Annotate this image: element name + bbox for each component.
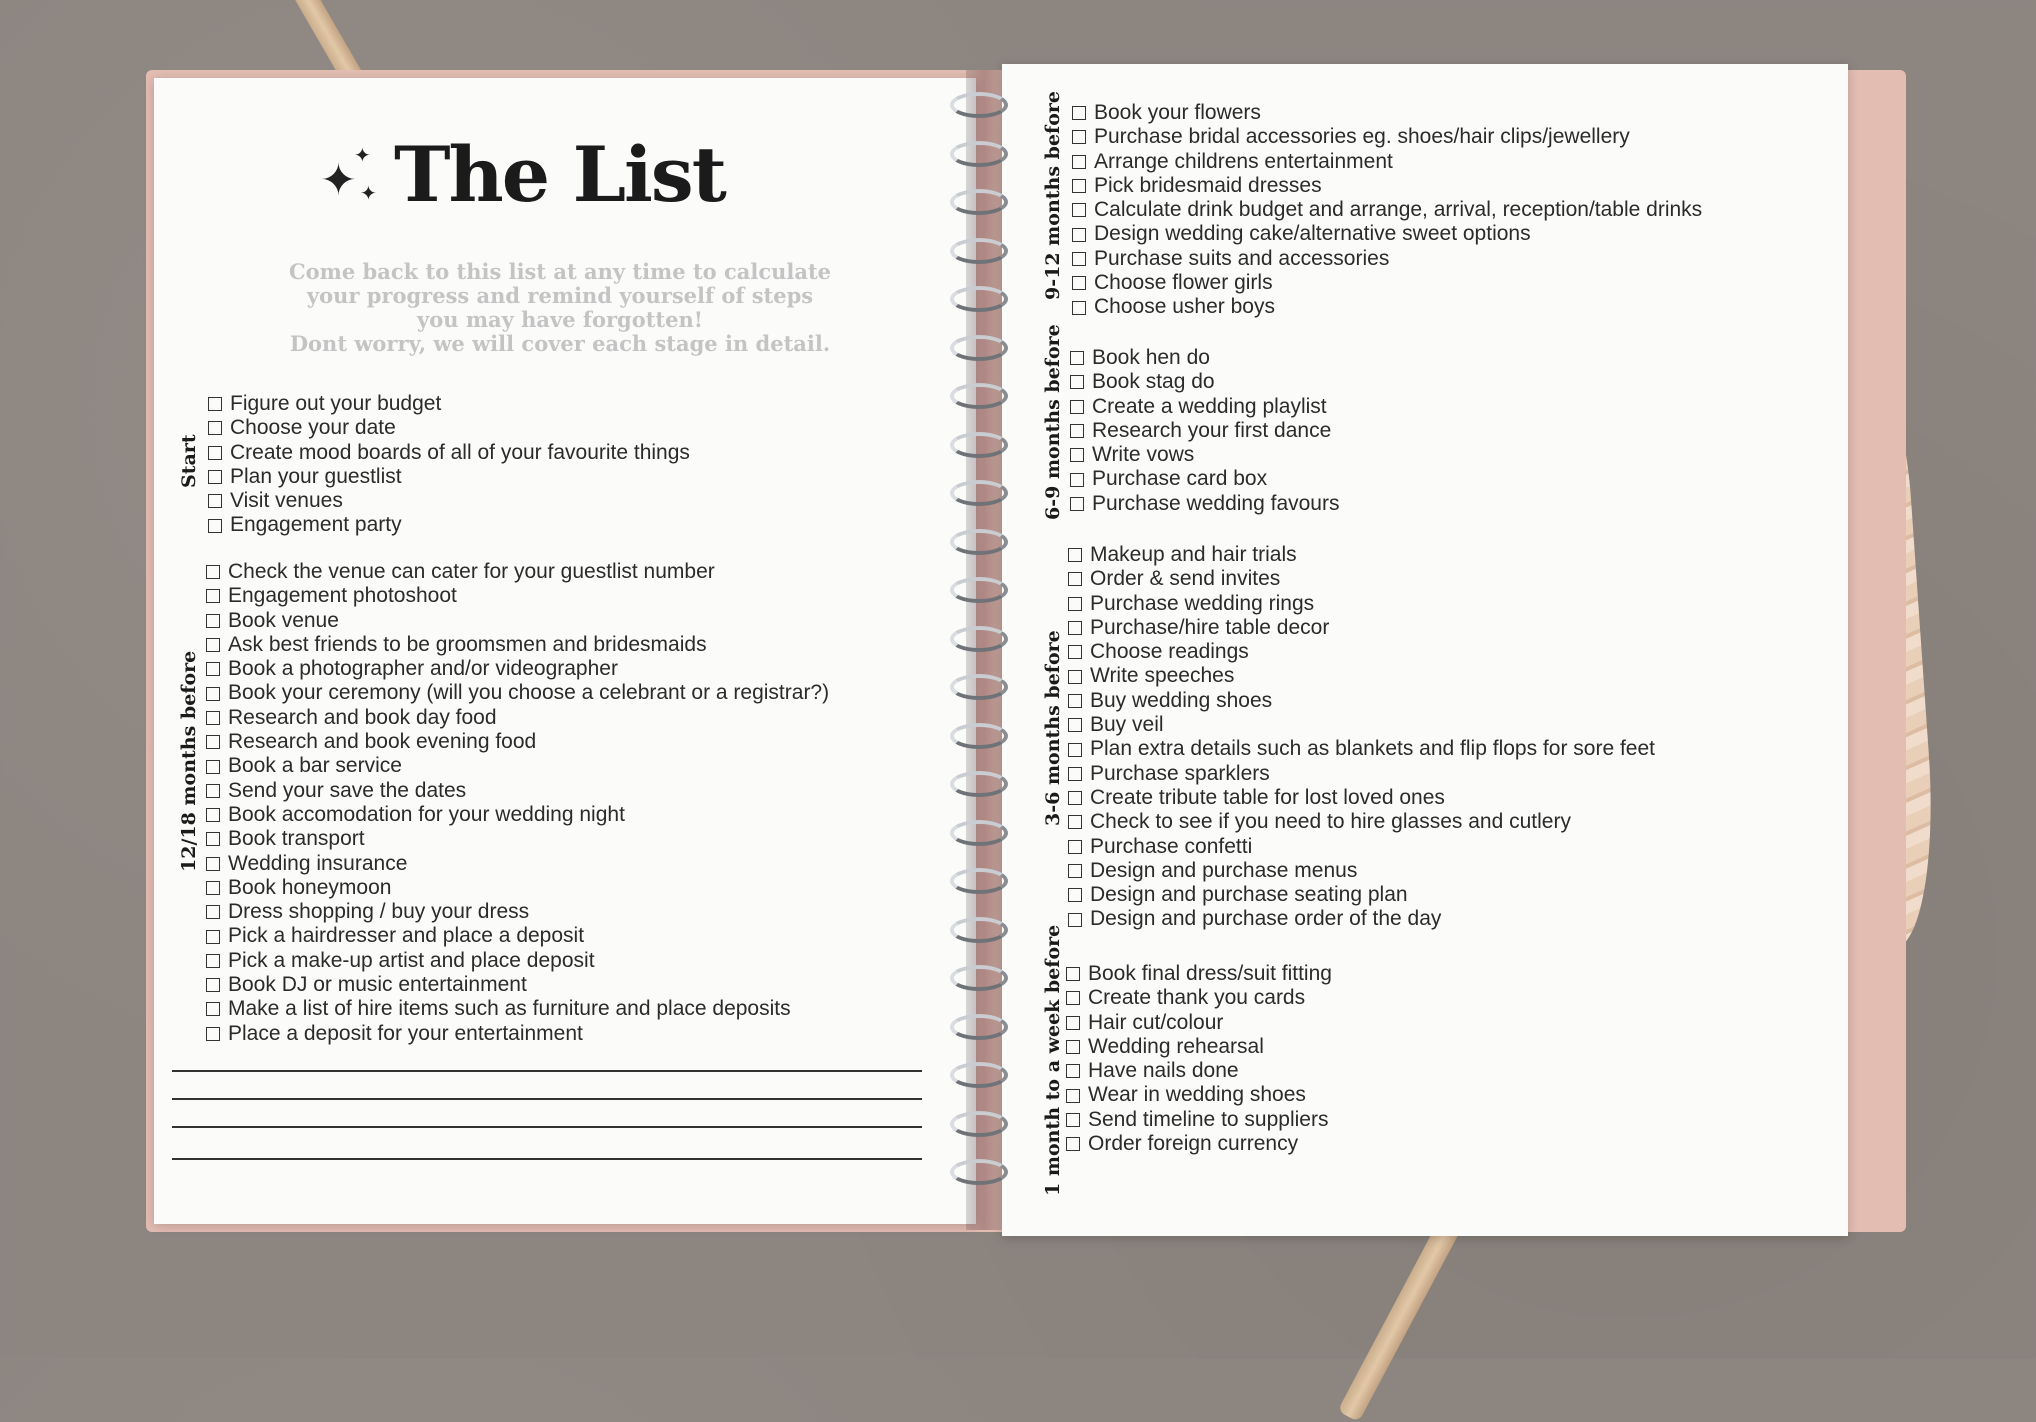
page-title: The List xyxy=(394,130,725,219)
spiral-ring xyxy=(950,335,1008,361)
checklist-item-label: Create a wedding playlist xyxy=(1092,394,1327,418)
checklist-item xyxy=(1068,810,1655,834)
checkbox[interactable] xyxy=(1072,203,1086,217)
checklist-item xyxy=(208,441,690,465)
spiral-ring xyxy=(950,141,1008,167)
checklist-item-label: Purchase wedding rings xyxy=(1090,591,1315,615)
checkbox[interactable] xyxy=(1072,179,1086,193)
spiral-ring xyxy=(950,820,1008,846)
checklist-item xyxy=(1068,567,1655,591)
checklist-item xyxy=(1072,125,1702,149)
checklist-item xyxy=(1068,640,1655,664)
checkbox[interactable] xyxy=(1066,1089,1080,1103)
checkbox[interactable] xyxy=(206,662,220,676)
checkbox[interactable] xyxy=(206,784,220,798)
checklist-item-label: Send your save the dates xyxy=(228,778,467,802)
checkbox[interactable] xyxy=(206,881,220,895)
checkbox[interactable] xyxy=(206,954,220,968)
checkbox[interactable] xyxy=(1072,106,1086,120)
checklist-item xyxy=(1072,198,1702,222)
spiral-ring xyxy=(950,1014,1008,1040)
spiral-ring xyxy=(950,723,1008,749)
checklist-item-label: Wear in wedding shoes xyxy=(1088,1083,1306,1107)
spiral-ring xyxy=(950,917,1008,943)
checklist-item-label: Research and book day food xyxy=(228,705,497,729)
checklist-item-label: Purchase bridal accessories eg. shoes/hair clips/jewellery xyxy=(1094,125,1630,149)
checklist-item-label: Pick a make-up artist and place deposit xyxy=(228,948,595,972)
checklist-item xyxy=(206,657,829,681)
checkbox[interactable] xyxy=(1068,864,1082,878)
checklist-item-label: Research your first dance xyxy=(1092,418,1332,442)
checklist-item xyxy=(1066,1083,1332,1107)
checklist-item-label: Makeup and hair trials xyxy=(1090,543,1297,566)
checkbox[interactable] xyxy=(1068,767,1082,781)
checklist-item xyxy=(1068,835,1655,859)
checklist-item xyxy=(1068,762,1655,786)
spiral-ring xyxy=(950,868,1008,894)
checklist-item-label: Book your flowers xyxy=(1094,101,1261,124)
subtitle-line: your progress and remind yourself of steps xyxy=(306,283,814,308)
checkbox[interactable] xyxy=(1068,572,1082,586)
checklist-item-label: Order & send invites xyxy=(1090,567,1281,591)
checklist-item xyxy=(1072,150,1702,174)
checklist-item-label: Design wedding cake/alternative sweet options xyxy=(1094,222,1531,246)
checkbox[interactable] xyxy=(1072,130,1086,144)
checklist-item-label: Design and purchase menus xyxy=(1090,858,1358,882)
checklist-item-label: Dress shopping / buy your dress xyxy=(228,900,530,924)
checklist-item xyxy=(1072,295,1702,319)
checkbox[interactable] xyxy=(1072,252,1086,266)
checklist-item-label: Book venue xyxy=(228,608,339,632)
checklist-item xyxy=(1066,986,1332,1010)
checklist-item-label: Wedding rehearsal xyxy=(1088,1034,1264,1058)
checklist-item xyxy=(206,633,829,657)
checklist-item-label: Create thank you cards xyxy=(1088,986,1306,1010)
checklist-item-label: Book honeymoon xyxy=(228,875,392,899)
checkbox[interactable] xyxy=(206,589,220,603)
checklist-item-label: Have nails done xyxy=(1088,1059,1239,1083)
checklist-item-label: Write vows xyxy=(1092,443,1195,467)
subtitle-line: Dont worry, we will cover each stage in detail. xyxy=(289,331,831,356)
checklist-item-label: Book hen do xyxy=(1092,346,1210,369)
checklist-item xyxy=(206,584,829,608)
checklist-1-month xyxy=(1066,962,1332,1156)
checklist-item xyxy=(206,681,829,705)
checklist-item xyxy=(1068,689,1655,713)
checklist-item xyxy=(1070,346,1339,370)
checklist-item-label: Calculate drink budget and arrange, arrival, reception/table drinks xyxy=(1094,198,1703,222)
checkbox[interactable] xyxy=(208,446,222,460)
checklist-item-label: Book stag do xyxy=(1092,370,1215,394)
checkbox[interactable] xyxy=(206,565,220,579)
checklist-item-label: Purchase card box xyxy=(1092,467,1268,491)
checklist-item xyxy=(206,973,829,997)
spiral-ring xyxy=(950,480,1008,506)
checklist-item-label: Send timeline to suppliers xyxy=(1088,1107,1329,1131)
checklist-item xyxy=(1068,883,1655,907)
spiral-ring xyxy=(950,626,1008,652)
checklist-6-9-months xyxy=(1070,346,1339,516)
checklist-item-label: Visit venues xyxy=(230,489,343,513)
checklist-item xyxy=(1072,222,1702,246)
checkbox[interactable] xyxy=(1066,1040,1080,1054)
checklist-item-label: Design and purchase seating plan xyxy=(1090,883,1408,907)
checklist-item xyxy=(208,465,690,489)
notes-line xyxy=(172,1126,922,1128)
checklist-item-label: Figure out your budget xyxy=(230,392,442,415)
checklist-item xyxy=(1068,786,1655,810)
checkbox[interactable] xyxy=(206,711,220,725)
checkbox[interactable] xyxy=(206,760,220,774)
checklist-item xyxy=(1072,247,1702,271)
checklist-item-label: Buy wedding shoes xyxy=(1090,688,1273,712)
checklist-item-label: Choose your date xyxy=(230,416,396,440)
checkbox[interactable] xyxy=(1068,670,1082,684)
section-label-1-month: 1 month to a week before xyxy=(1042,924,1064,1196)
checkbox[interactable] xyxy=(1068,815,1082,829)
checklist-item-label: Write speeches xyxy=(1090,664,1235,688)
checklist-item xyxy=(206,1022,829,1046)
checkbox[interactable] xyxy=(1068,621,1082,635)
checkbox[interactable] xyxy=(1070,400,1084,414)
checklist-item xyxy=(206,852,829,876)
checklist-item-label: Create mood boards of all of your favourite things xyxy=(230,440,690,464)
section-label-start: Start xyxy=(178,434,200,488)
checklist-item xyxy=(206,754,829,778)
checklist-item-label: Book final dress/suit fitting xyxy=(1088,962,1332,985)
checklist-item-label: Engagement party xyxy=(230,513,402,537)
checklist-item xyxy=(1072,101,1702,125)
checklist-item xyxy=(1068,713,1655,737)
checklist-item xyxy=(208,513,690,537)
checklist-item-label: Book your ceremony (will you choose a celebrant or a registrar?) xyxy=(228,681,830,705)
checkbox[interactable] xyxy=(1070,448,1084,462)
spiral-ring xyxy=(950,1062,1008,1088)
checkbox[interactable] xyxy=(1072,301,1086,315)
notes-line xyxy=(172,1158,922,1160)
checklist-item xyxy=(208,416,690,440)
checkbox[interactable] xyxy=(206,638,220,652)
checklist-item xyxy=(1068,737,1655,761)
checklist-12-18-months xyxy=(206,560,829,1046)
checklist-item-label: Make a list of hire items such as furniture and place deposits xyxy=(228,997,791,1021)
checkbox[interactable] xyxy=(206,735,220,749)
checkbox[interactable] xyxy=(1066,1064,1080,1078)
checkbox[interactable] xyxy=(1068,743,1082,757)
checklist-9-12-months xyxy=(1072,101,1702,320)
checkbox[interactable] xyxy=(1070,375,1084,389)
spiral-ring xyxy=(950,383,1008,409)
checklist-item-label: Book DJ or music entertainment xyxy=(228,973,527,997)
checkbox[interactable] xyxy=(1070,424,1084,438)
spiral-ring xyxy=(950,189,1008,215)
checklist-item-label: Purchase wedding favours xyxy=(1092,491,1340,515)
checkbox[interactable] xyxy=(1068,718,1082,732)
spiral-ring xyxy=(950,965,1008,991)
section-label-3-6-months: 3-6 months before xyxy=(1042,630,1064,826)
checklist-item xyxy=(1068,616,1655,640)
checkbox[interactable] xyxy=(1072,276,1086,290)
checklist-item-label: Book a photographer and/or videographer xyxy=(228,657,618,681)
checklist-item xyxy=(1068,543,1655,567)
checklist-item-label: Check the venue can cater for your guestlist number xyxy=(228,560,715,583)
spiral-ring xyxy=(950,1159,1008,1185)
checkbox[interactable] xyxy=(1070,497,1084,511)
checklist-item xyxy=(1070,492,1339,516)
checkbox[interactable] xyxy=(1068,791,1082,805)
checklist-item xyxy=(1072,174,1702,198)
checklist-item-label: Research and book evening food xyxy=(228,730,537,754)
checklist-item xyxy=(208,489,690,513)
page-subtitle xyxy=(200,260,920,356)
checklist-item xyxy=(206,609,829,633)
checkbox[interactable] xyxy=(208,397,222,411)
subtitle-line: you may have forgotten! xyxy=(417,307,703,332)
checkbox[interactable] xyxy=(1070,351,1084,365)
checklist-item xyxy=(1066,1011,1332,1035)
checklist-item-label: Pick a hairdresser and place a deposit xyxy=(228,924,585,948)
checkbox[interactable] xyxy=(1068,597,1082,611)
spiral-ring xyxy=(950,771,1008,797)
checklist-item xyxy=(1072,271,1702,295)
notes-line xyxy=(172,1070,922,1072)
spiral-ring xyxy=(950,529,1008,555)
checklist-item xyxy=(206,949,829,973)
checklist-item xyxy=(1066,1059,1332,1083)
checklist-item-label: Hair cut/colour xyxy=(1088,1010,1224,1034)
checklist-item-label: Purchase/hire table decor xyxy=(1090,615,1330,639)
checklist-item-label: Check to see if you need to hire glasses and cutlery xyxy=(1090,810,1571,834)
checkbox[interactable] xyxy=(1070,473,1084,487)
checkbox[interactable] xyxy=(208,519,222,533)
checklist-item xyxy=(1068,664,1655,688)
title-block xyxy=(320,130,725,219)
checkbox[interactable] xyxy=(206,808,220,822)
checkbox[interactable] xyxy=(1072,228,1086,242)
checklist-item xyxy=(1070,395,1339,419)
checkbox[interactable] xyxy=(206,687,220,701)
checkbox[interactable] xyxy=(206,930,220,944)
section-label-6-9-months: 6-9 months before xyxy=(1042,324,1064,520)
checklist-item-label: Choose readings xyxy=(1090,640,1249,664)
checkbox[interactable] xyxy=(208,421,222,435)
checklist-item xyxy=(206,924,829,948)
checkbox[interactable] xyxy=(208,494,222,508)
checklist-item-label: Plan your guestlist xyxy=(230,464,402,488)
checklist-item-label: Book transport xyxy=(228,827,365,851)
spiral-ring xyxy=(950,1111,1008,1137)
checklist-item xyxy=(206,876,829,900)
checklist-item xyxy=(206,560,829,584)
section-label-9-12-months: 9-12 months before xyxy=(1042,91,1064,300)
checklist-item-label: Pick bridesmaid dresses xyxy=(1094,173,1322,197)
checklist-item-label: Purchase confetti xyxy=(1090,834,1253,858)
checklist-item xyxy=(1070,443,1339,467)
checklist-item xyxy=(1066,1108,1332,1132)
checkbox[interactable] xyxy=(1068,548,1082,562)
checkbox[interactable] xyxy=(206,614,220,628)
checkbox[interactable] xyxy=(206,1027,220,1041)
spiral-ring xyxy=(950,238,1008,264)
checklist-item-label: Book a bar service xyxy=(228,754,402,778)
checklist-item-label: Purchase suits and accessories xyxy=(1094,246,1390,270)
checklist-item xyxy=(1070,419,1339,443)
notes-line xyxy=(172,1098,922,1100)
checkbox[interactable] xyxy=(206,905,220,919)
checklist-item xyxy=(1070,370,1339,394)
checkbox[interactable] xyxy=(1066,1016,1080,1030)
checklist-item xyxy=(206,730,829,754)
checklist-item-label: Wedding insurance xyxy=(228,851,408,875)
checklist-item xyxy=(1068,592,1655,616)
spiral-ring xyxy=(950,432,1008,458)
wooden-stick-bottom xyxy=(1337,1208,1466,1422)
checklist-item xyxy=(1066,962,1332,986)
checklist-item-label: Plan extra details such as blankets and flip flops for sore feet xyxy=(1090,737,1655,761)
checklist-item xyxy=(1066,1132,1332,1156)
spiral-ring xyxy=(950,674,1008,700)
checklist-item-label: Ask best friends to be groomsmen and bridesmaids xyxy=(228,632,707,656)
checklist-item-label: Choose flower girls xyxy=(1094,271,1273,295)
sparkle-icon: ✦ ✦ ✦ xyxy=(320,142,377,206)
checklist-item-label: Design and purchase order of the day xyxy=(1090,907,1442,931)
checkbox[interactable] xyxy=(1068,913,1082,927)
checklist-item xyxy=(206,779,829,803)
section-label-12-18-months: 12/18 months before xyxy=(178,650,200,872)
checklist-item xyxy=(206,803,829,827)
checklist-item-label: Book accomodation for your wedding night xyxy=(228,802,625,826)
checkbox[interactable] xyxy=(1068,645,1082,659)
checklist-item xyxy=(206,827,829,851)
subtitle-line: Come back to this list at any time to calculate xyxy=(288,259,832,284)
checkbox[interactable] xyxy=(206,978,220,992)
checklist-item xyxy=(1066,1035,1332,1059)
checklist-item xyxy=(206,997,829,1021)
checklist-item xyxy=(206,900,829,924)
checklist-item-label: Buy veil xyxy=(1090,713,1164,737)
checklist-item-label: Create tribute table for lost loved ones xyxy=(1090,785,1445,809)
spiral-ring xyxy=(950,577,1008,603)
checkbox[interactable] xyxy=(208,470,222,484)
checklist-item-label: Order foreign currency xyxy=(1088,1132,1299,1156)
checkbox[interactable] xyxy=(1066,1113,1080,1127)
checklist-3-6-months xyxy=(1068,543,1655,932)
checkbox[interactable] xyxy=(1066,991,1080,1005)
checklist-item-label: Purchase sparklers xyxy=(1090,761,1270,785)
checklist-item xyxy=(1068,907,1655,931)
checkbox[interactable] xyxy=(1072,155,1086,169)
checkbox[interactable] xyxy=(206,857,220,871)
checklist-item xyxy=(1070,467,1339,491)
spiral-ring xyxy=(950,286,1008,312)
checklist-item-label: Arrange childrens entertainment xyxy=(1094,149,1393,173)
checkbox[interactable] xyxy=(1066,967,1080,981)
checkbox[interactable] xyxy=(1066,1137,1080,1151)
checklist-item xyxy=(208,392,690,416)
checklist-item-label: Place a deposit for your entertainment xyxy=(228,1021,583,1045)
checklist-start xyxy=(208,392,690,538)
checkbox[interactable] xyxy=(1068,694,1082,708)
checkbox[interactable] xyxy=(206,1002,220,1016)
checklist-item xyxy=(1068,859,1655,883)
checkbox[interactable] xyxy=(206,832,220,846)
checklist-item-label: Engagement photoshoot xyxy=(228,584,457,608)
spiral-ring xyxy=(950,92,1008,118)
checklist-item xyxy=(206,706,829,730)
checklist-item-label: Choose usher boys xyxy=(1094,295,1275,319)
checkbox[interactable] xyxy=(1068,888,1082,902)
checkbox[interactable] xyxy=(1068,840,1082,854)
